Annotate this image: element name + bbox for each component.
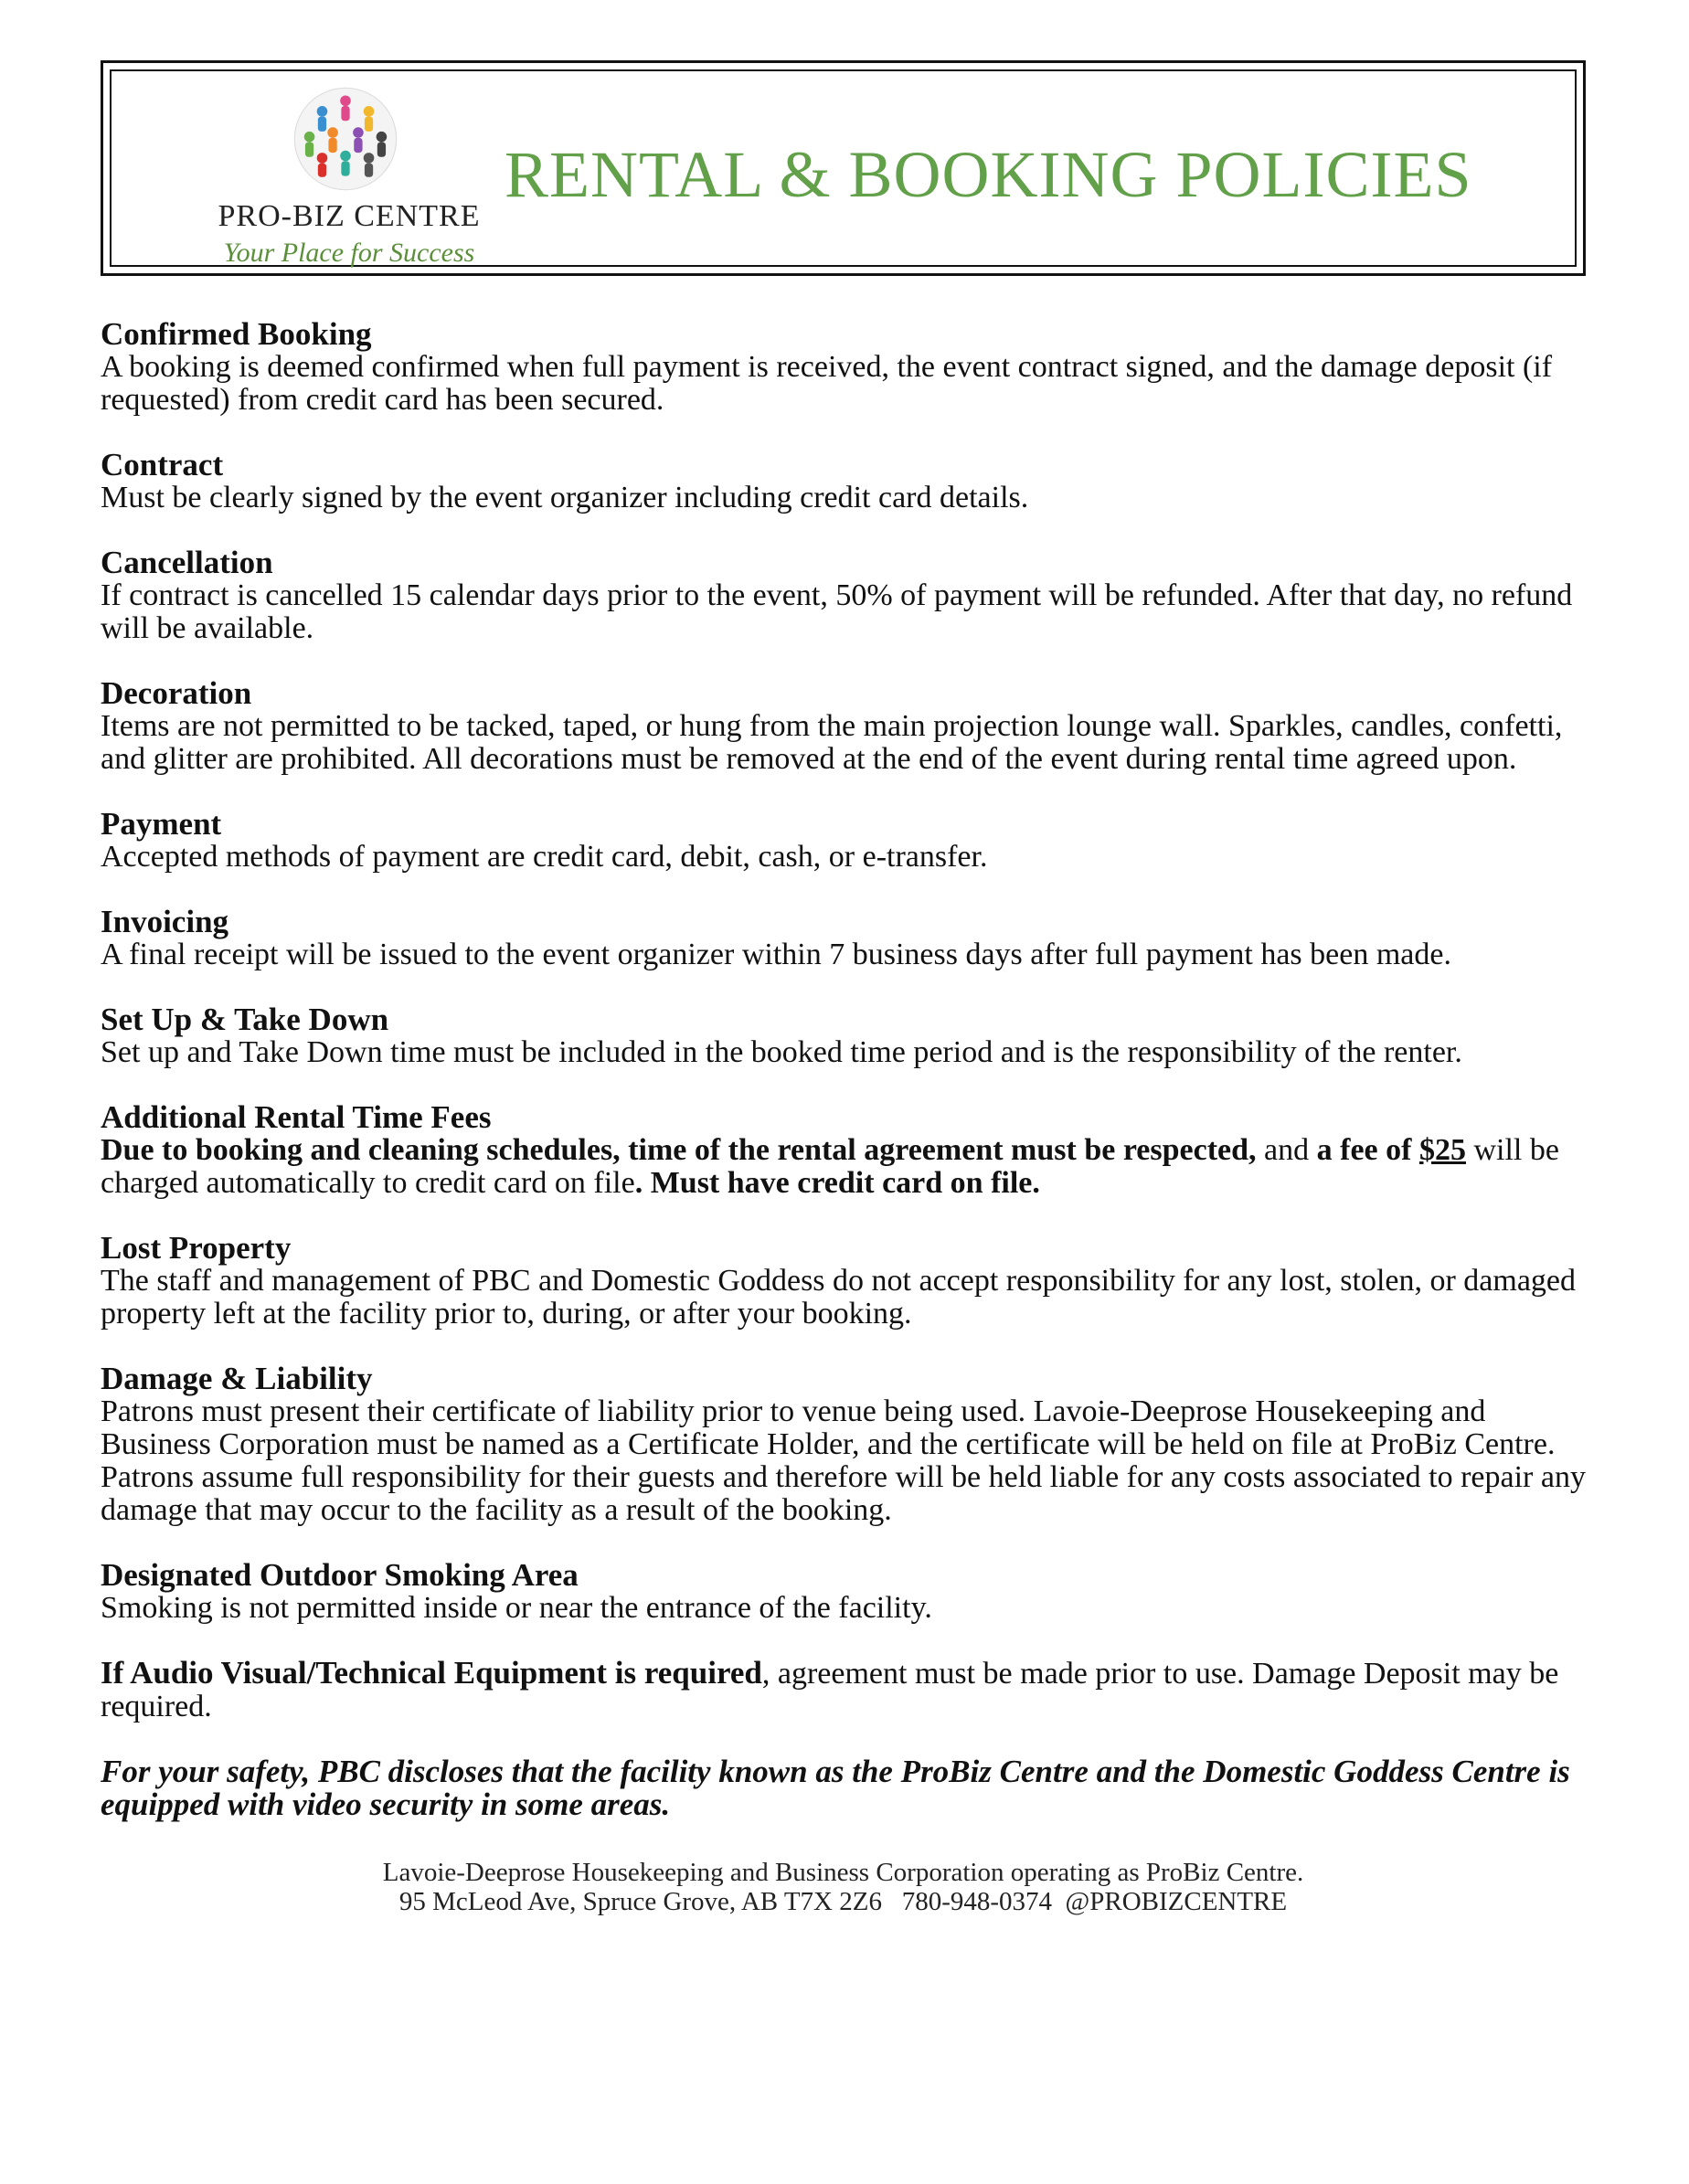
section-body: Smoking is not permitted inside or near the entrance of the facility. bbox=[101, 1591, 932, 1625]
footer-line-1: Lavoie-Deeprose Housekeeping and Business Corporation operating as ProBiz Centre. bbox=[382, 1858, 1304, 1887]
section-heading: Set Up & Take Down bbox=[101, 1002, 389, 1037]
footer-line-2: 95 McLeod Ave, Spruce Grove, AB T7X 2Z6 780-948-0374 @PROBIZCENTRE bbox=[398, 1887, 1288, 1916]
header-box bbox=[101, 60, 1586, 276]
fee-bold-text-2: a fee of bbox=[1316, 1133, 1419, 1167]
section-body: Set up and Take Down time must be included in the booked time period and is the responsibility of the renter. bbox=[101, 1035, 1462, 1069]
section-audio-visual bbox=[101, 1657, 1586, 1723]
section-invoicing bbox=[101, 906, 1586, 971]
page-title: RENTAL & BOOKING POLICIES bbox=[505, 138, 1472, 211]
section-heading: Decoration bbox=[101, 675, 252, 711]
section-body bbox=[101, 1657, 1586, 1723]
policy-sections bbox=[101, 318, 1586, 1916]
section-body: Items are not permitted to be tacked, taped, or hung from the main projection lounge wall. Sparkles, candles, confetti, and glitter are prohibited. All decorations must be removed at the end of the event during rental time agreed upon. bbox=[101, 709, 1563, 776]
section-heading: Additional Rental Time Fees bbox=[101, 1099, 492, 1135]
fee-bold-text-1: Due to booking and cleaning schedules, time of the rental agreement must be respected, bbox=[101, 1133, 1257, 1167]
section-body: Must be clearly signed by the event organizer including credit card details. bbox=[101, 481, 1029, 514]
policy-page bbox=[101, 60, 1586, 1916]
section-additional-rental-time-fees bbox=[101, 1101, 1586, 1200]
fee-amount: $25 bbox=[1418, 1133, 1466, 1167]
section-damage-liability bbox=[101, 1362, 1586, 1527]
security-notice: For your safety, PBC discloses that the facility known as the ProBiz Centre and the Domestic Goddess Centre is equipped with video security in some areas. bbox=[101, 1754, 1570, 1822]
section-body bbox=[101, 1134, 1586, 1200]
section-heading: Damage & Liability bbox=[101, 1361, 373, 1396]
section-body: Accepted methods of payment are credit card, debit, cash, or e-transfer. bbox=[101, 840, 988, 874]
section-decoration bbox=[101, 677, 1586, 776]
section-heading: Contract bbox=[101, 447, 224, 482]
section-body: A final receipt will be issued to the event organizer within 7 business days after full payment has been made. bbox=[101, 938, 1451, 971]
section-heading: Cancellation bbox=[101, 545, 273, 580]
logo-name: PRO-BIZ CENTRE bbox=[218, 199, 481, 233]
fee-text-2: will be charged automatically to credit card on file bbox=[101, 1133, 1559, 1200]
section-heading: Confirmed Booking bbox=[101, 316, 372, 352]
section-heading: Lost Property bbox=[101, 1230, 292, 1266]
section-body: If contract is cancelled 15 calendar days prior to the event, 50% of payment will be refunded. After that day, no refund will be available. bbox=[101, 578, 1573, 645]
header-inner-frame bbox=[110, 69, 1577, 267]
fee-text-1: and bbox=[1256, 1133, 1317, 1167]
section-body: Patrons must present their certificate of liability prior to venue being used. Lavoie-Deeprose Housekeeping and Business Corporation must be named as a Certificate Holder, and the certificate will be held on file at ProBiz Centre. Patrons assume full responsibility for their guests and therefore will be held liable for any costs associated to repair any damage that may occur to the facility as a result of the booking. bbox=[101, 1394, 1586, 1527]
people-globe-icon bbox=[292, 86, 398, 192]
section-smoking-area bbox=[101, 1559, 1586, 1625]
section-heading: Invoicing bbox=[101, 904, 229, 939]
audio-visual-rest: , agreement must be made prior to use. Damage Deposit may be required. bbox=[101, 1657, 1559, 1723]
section-contract bbox=[101, 449, 1586, 514]
fee-bold-text-3: . Must have credit card on file. bbox=[634, 1166, 1040, 1200]
section-set-up-take-down bbox=[101, 1003, 1586, 1069]
logo-tagline: Your Place for Success bbox=[223, 238, 475, 268]
section-lost-property bbox=[101, 1232, 1586, 1331]
section-body: A booking is deemed confirmed when full payment is received, the event contract signed, and the damage deposit (if requested) from credit card has been secured. bbox=[101, 350, 1553, 417]
audio-visual-lead: If Audio Visual/Technical Equipment is required bbox=[101, 1655, 762, 1691]
section-body: The staff and management of PBC and Domestic Goddess do not accept responsibility for any lost, stolen, or damaged property left at the facility prior to, during, or after your booking. bbox=[101, 1264, 1577, 1331]
probiz-logo bbox=[157, 82, 481, 268]
section-cancellation bbox=[101, 546, 1586, 645]
section-heading: Designated Outdoor Smoking Area bbox=[101, 1557, 579, 1593]
section-heading: Payment bbox=[101, 806, 222, 842]
section-confirmed-booking bbox=[101, 318, 1586, 417]
footer bbox=[101, 1858, 1586, 1916]
section-payment bbox=[101, 808, 1586, 874]
